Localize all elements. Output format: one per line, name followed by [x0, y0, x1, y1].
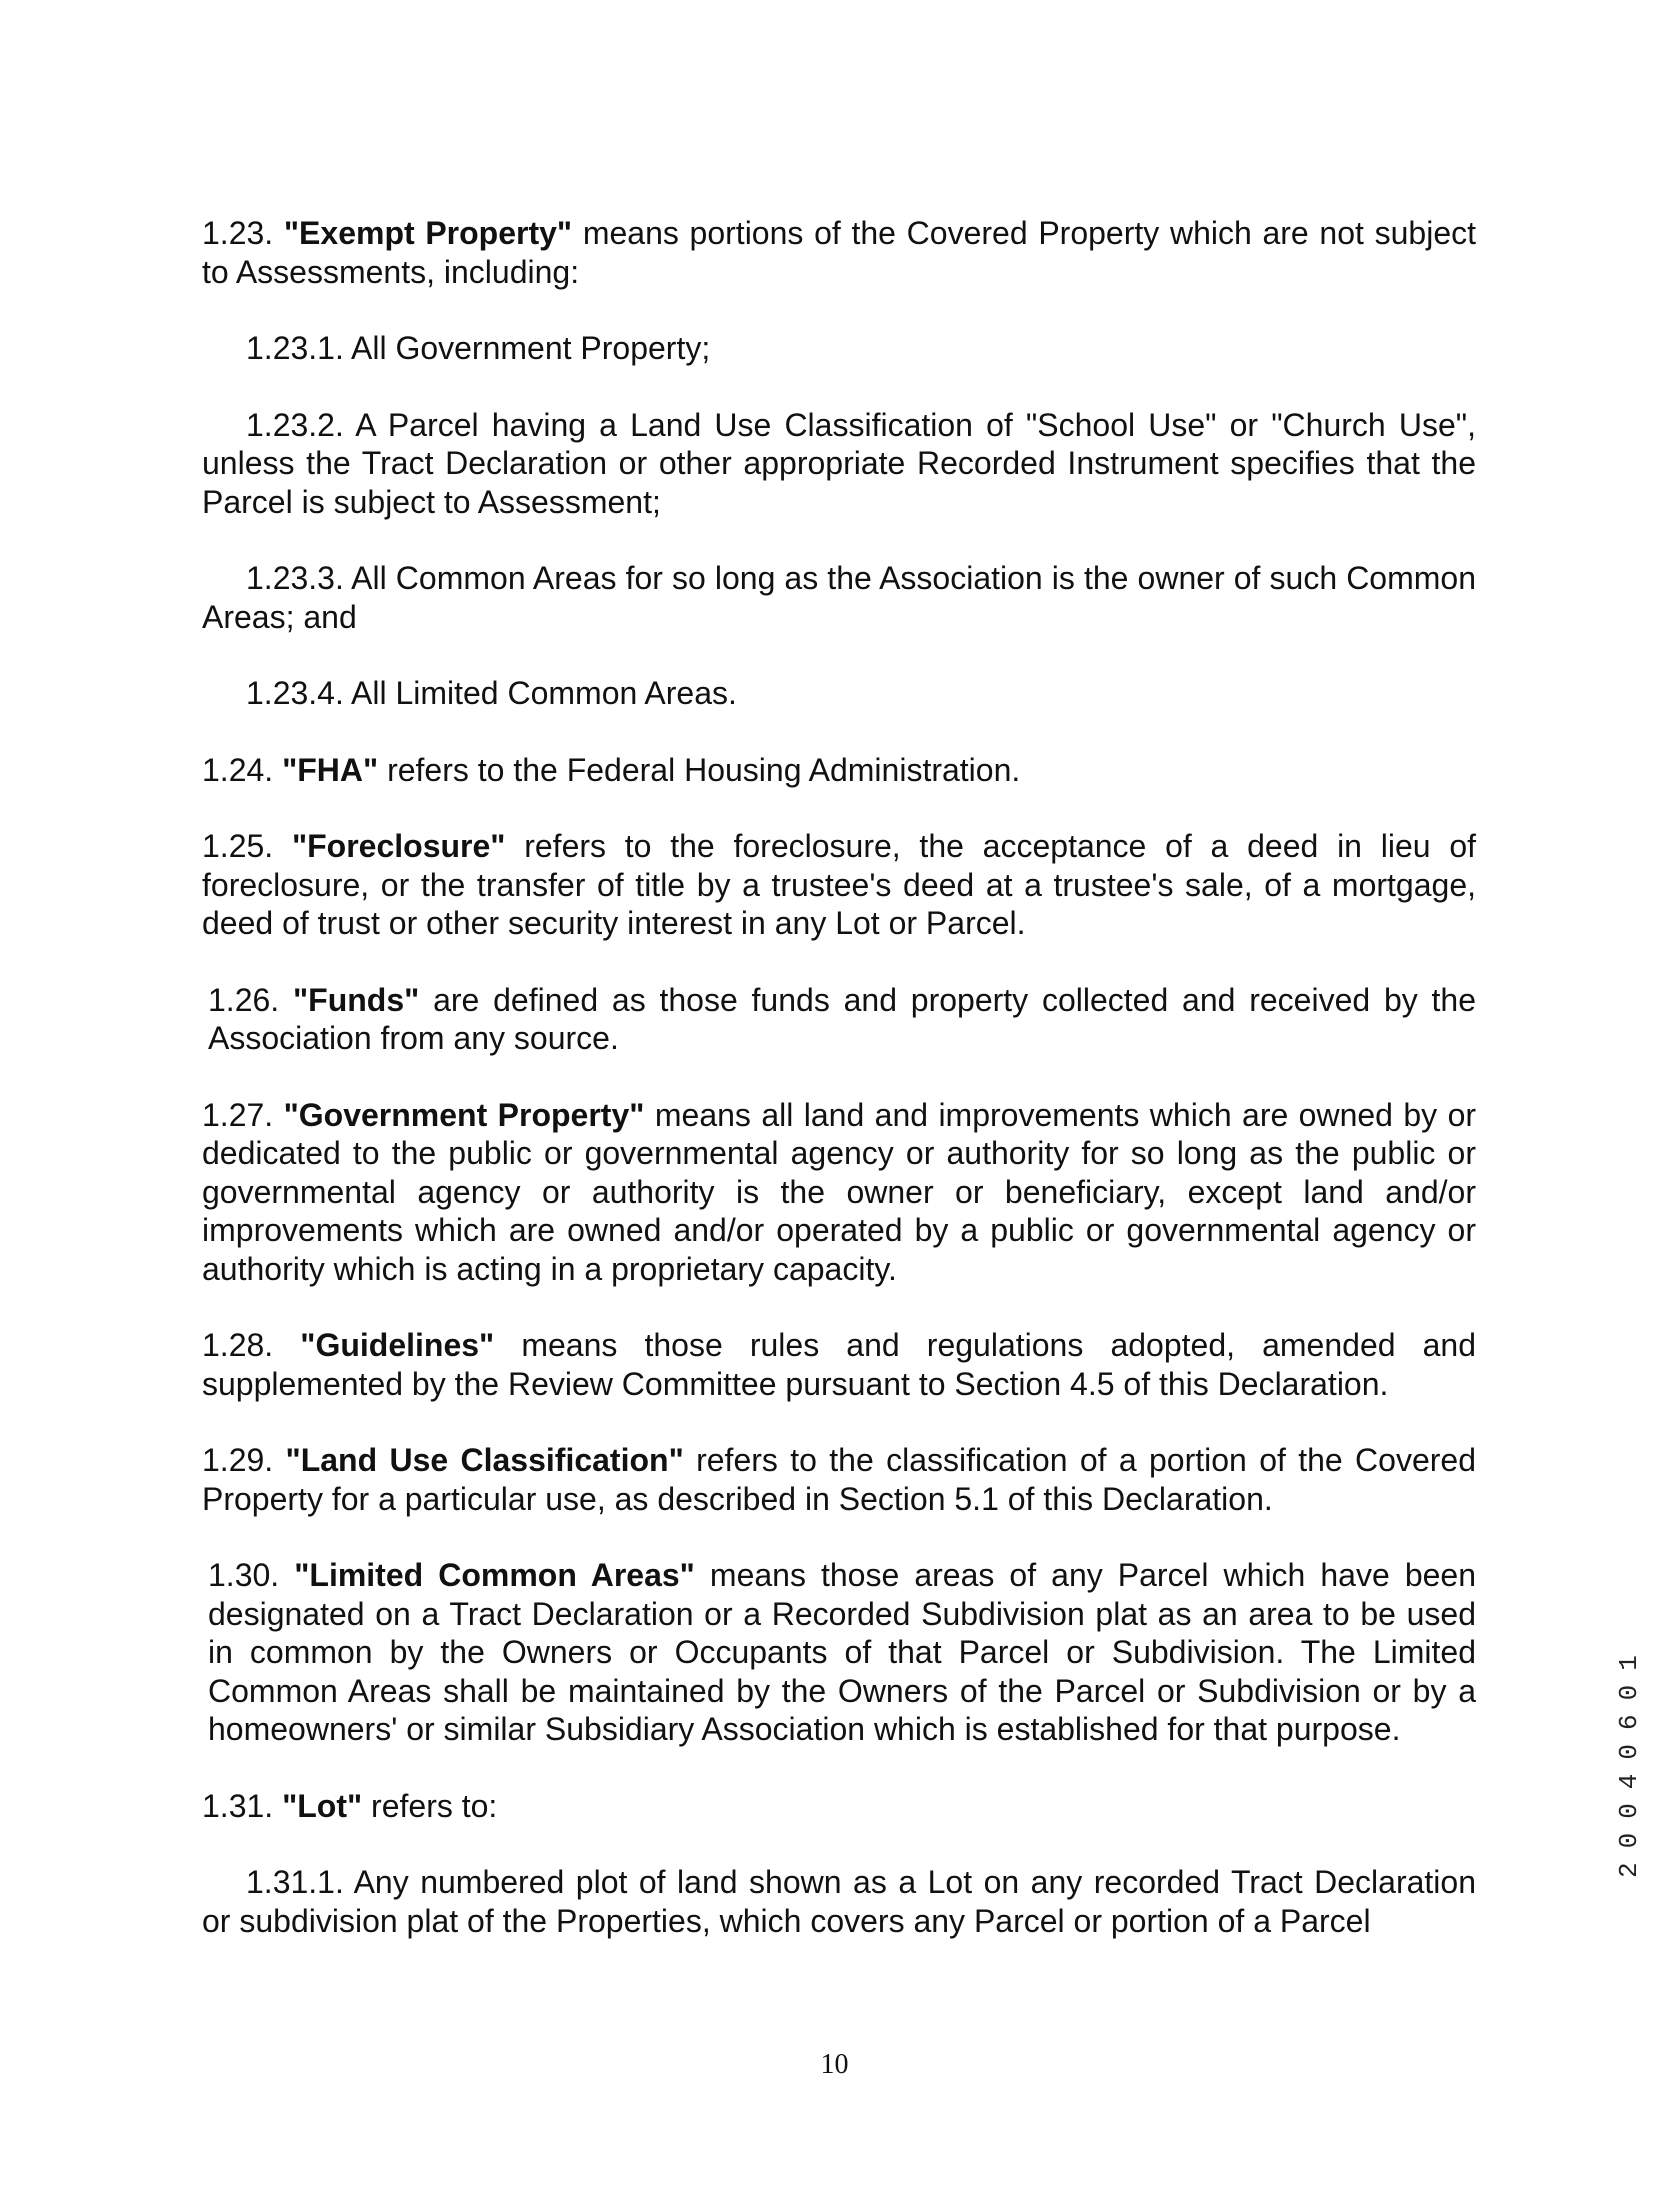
section-number: 1.26.: [208, 981, 280, 1018]
definition-text: refers to the classification of a portion of the Covered Property for a particular use, as described in Section 5.1 of this Declaration.: [202, 1442, 1477, 1517]
page-number: 10: [820, 2049, 849, 2080]
section-number: 1.31.: [202, 1787, 274, 1824]
margin-stamp-text: 20040601: [1614, 1641, 1644, 1878]
defined-term: "Foreclosure": [291, 828, 506, 864]
section-1-23-2: 1.23.2. A Parcel having a Land Use Classification of "School Use" or "Church Use", unless the Tract Declaration or other appropriate Recorded Instrument specifies that the Parcel is subject to Assessment;: [202, 406, 1476, 520]
section-1-26: [202, 981, 1476, 1058]
section-1-25: [202, 827, 1476, 943]
section-number: 1.28.: [202, 1327, 274, 1363]
margin-recording-stamp: [1588, 1548, 1644, 1878]
section-1-28: [202, 1326, 1476, 1403]
definition-text: are defined as those funds and property collected and received by the Association from any source.: [208, 981, 1477, 1056]
section-1-23-4: 1.23.4. All Limited Common Areas.: [246, 675, 737, 711]
definition-text: means those rules and regulations adopted, amended and supplemented by the Review Committee pursuant to Section 4.5 of this Declaration.: [202, 1327, 1477, 1402]
defined-term: "Land Use Classification": [285, 1442, 684, 1478]
definition-text: means all land and improvements which are owned by or dedicated to the public or governmental agency or authority for so long as the public or governmental agency or authority is the owner or beneficiary, except land and/or improvements which are owned and/or operated by a public or governmental agency or authority which is acting in a proprietary capacity.: [202, 1096, 1477, 1287]
section-1-31: [202, 1787, 1476, 1826]
definition-text: means those areas of any Parcel which have been designated on a Tract Declaration or a Recorded Subdivision plat as an area to be used in common by the Owners or Occupants of that Parcel or Subdivision. The Limited Common Areas shall be maintained by the Owners of the Parcel or Subdivision or by a homeowners' or similar Subsidiary Association which is established for that purpose.: [208, 1557, 1477, 1747]
section-number: 1.29.: [202, 1442, 274, 1478]
definition-text: refers to the Federal Housing Administration.: [387, 751, 1021, 788]
defined-term: "Funds": [292, 981, 420, 1018]
section-1-29: [202, 1441, 1476, 1518]
section-1-30: [202, 1556, 1476, 1749]
defined-term: "Government Property": [283, 1096, 645, 1133]
section-number: 1.25.: [202, 828, 274, 864]
section-1-23-3: 1.23.3. All Common Areas for so long as the Association is the owner of such Common Areas; and: [202, 560, 1476, 635]
section-number: 1.23.: [202, 215, 274, 251]
definition-text: refers to:: [371, 1787, 498, 1824]
section-number: 1.24.: [202, 751, 274, 788]
document-body: [202, 214, 1476, 1940]
definition-text: means portions of the Covered Property which are not subject to Assessments, including:: [202, 215, 1477, 290]
section-number: 1.30.: [208, 1557, 280, 1593]
defined-term: "FHA": [282, 751, 379, 788]
section-1-27: [202, 1096, 1476, 1289]
section-1-24: [202, 751, 1476, 790]
section-1-23-1: 1.23.1. All Government Property;: [246, 330, 711, 366]
section-1-31-1: 1.31.1. Any numbered plot of land shown as a Lot on any recorded Tract Declaration or subdivision plat of the Properties, which covers any Parcel or portion of a Parcel: [202, 1864, 1476, 1939]
defined-term: "Lot": [282, 1787, 363, 1824]
defined-term: "Guidelines": [300, 1327, 495, 1363]
definition-text: refers to the foreclosure, the acceptance of a deed in lieu of foreclosure, or the transfer of title by a trustee's deed at a trustee's sale, of a mortgage, deed of trust or other security interest in any Lot or Parcel.: [202, 828, 1477, 941]
section-1-23: [202, 214, 1476, 291]
defined-term: "Exempt Property": [283, 215, 573, 251]
defined-term: "Limited Common Areas": [294, 1557, 695, 1593]
section-number: 1.27.: [202, 1096, 274, 1133]
